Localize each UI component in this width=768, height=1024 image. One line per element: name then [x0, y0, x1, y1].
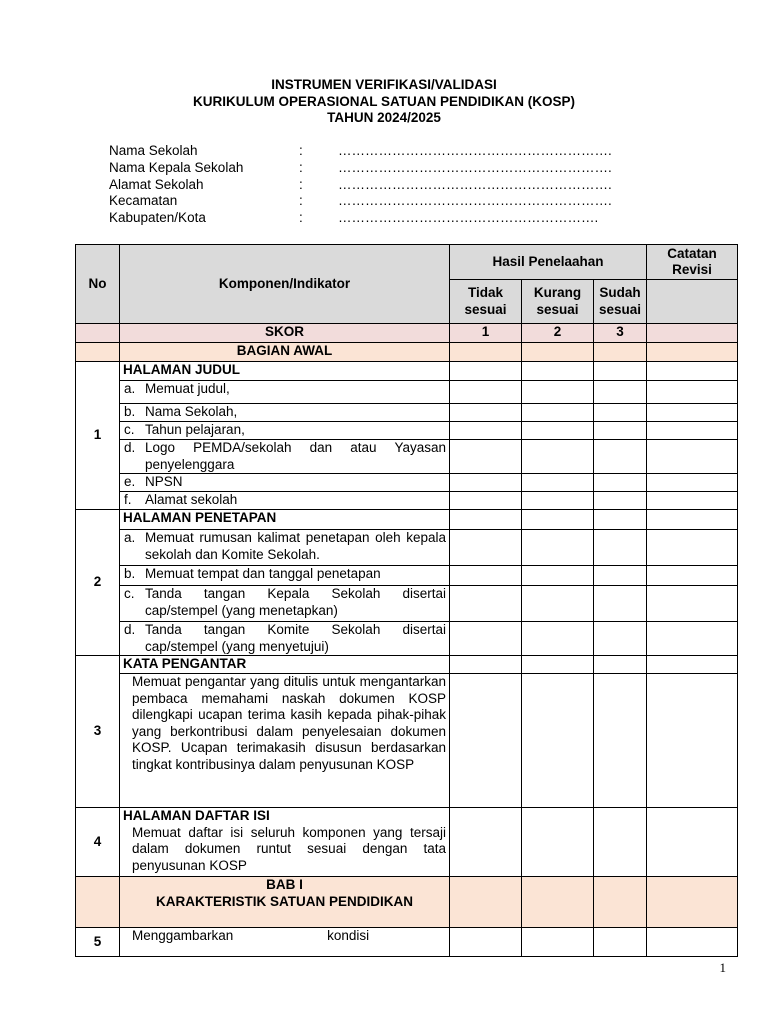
section-title: HALAMAN DAFTAR ISI — [120, 808, 450, 825]
check-cell[interactable] — [450, 362, 522, 381]
check-cell[interactable] — [594, 362, 647, 381]
catatan-cell[interactable] — [647, 530, 738, 566]
bab-cell — [450, 877, 522, 928]
bagian-cell — [594, 343, 647, 362]
bab-number: BAB I — [266, 877, 303, 892]
row-number: 1 — [76, 362, 120, 510]
indicator-paragraph: Menggambarkan kondisi — [120, 928, 450, 957]
catatan-cell[interactable] — [647, 422, 738, 440]
check-cell[interactable] — [522, 566, 594, 586]
indicator-item: a. Memuat judul, — [120, 381, 450, 404]
table-row — [76, 492, 738, 510]
check-cell[interactable] — [522, 404, 594, 422]
col-header-no: No — [76, 245, 120, 324]
check-cell[interactable] — [594, 656, 647, 674]
check-cell[interactable] — [522, 674, 594, 808]
section-title: HALAMAN PENETAPAN — [120, 510, 450, 530]
section-title: KATA PENGANTAR — [120, 656, 450, 674]
col-header-catatan-empty — [647, 280, 738, 324]
bab-name: KARAKTERISTIK SATUAN PENDIDIKAN — [155, 893, 413, 909]
catatan-cell[interactable] — [647, 474, 738, 492]
check-cell[interactable] — [450, 422, 522, 440]
skor-1: 1 — [450, 324, 522, 343]
catatan-cell[interactable] — [647, 440, 738, 474]
catatan-cell[interactable] — [647, 622, 738, 656]
indicator-item: e. NPSN — [120, 474, 450, 492]
check-cell[interactable] — [594, 530, 647, 566]
check-cell[interactable] — [594, 808, 647, 877]
indicator-item: c. Tanda tangan Kepala Sekolah disertai cap/stempel (yang menetapkan) — [120, 586, 450, 622]
catatan-cell[interactable] — [647, 586, 738, 622]
check-cell[interactable] — [450, 928, 522, 957]
skor-2: 2 — [522, 324, 594, 343]
bab-title — [120, 877, 450, 928]
check-cell[interactable] — [450, 381, 522, 404]
table-row — [76, 656, 738, 674]
check-cell[interactable] — [594, 622, 647, 656]
indicator-paragraph: Memuat pengantar yang ditulis untuk mengantarkan pembaca memahami naskah dokumen KOSP dilengkapi ucapan terima kasih kepada pihak-pihak yang berkontribusi dalam penyelesaian dokumen KOSP. Ucapan terimakasih disusun berdasarkan tingkat kontribusinya dalam penyusunan KOSP — [120, 674, 450, 808]
check-cell[interactable] — [522, 928, 594, 957]
bagian-no-cell — [76, 343, 120, 362]
bagian-cell — [647, 343, 738, 362]
check-cell[interactable] — [522, 656, 594, 674]
check-cell[interactable] — [594, 474, 647, 492]
check-cell[interactable] — [450, 510, 522, 530]
skor-catatan-cell — [647, 324, 738, 343]
check-cell[interactable] — [450, 586, 522, 622]
check-cell[interactable] — [594, 586, 647, 622]
catatan-cell[interactable] — [647, 808, 738, 877]
table-row — [76, 530, 738, 566]
table-row — [76, 362, 738, 381]
catatan-cell[interactable] — [647, 510, 738, 530]
table-row — [76, 510, 738, 530]
info-label: Nama Sekolah — [109, 143, 198, 158]
check-cell[interactable] — [450, 440, 522, 474]
row-number: 3 — [76, 656, 120, 808]
info-row-nama-sekolah — [109, 143, 669, 160]
row-number: 4 — [76, 808, 120, 877]
bab-no-cell — [76, 877, 120, 928]
skor-row — [76, 324, 738, 343]
check-cell[interactable] — [450, 622, 522, 656]
doc-title-line3: TAHUN 2024/2025 — [327, 110, 441, 125]
page-number: 1 — [719, 960, 726, 975]
check-cell[interactable] — [522, 381, 594, 404]
info-fill-line: …………………………………………………. — [338, 210, 599, 226]
bagian-awal-label: BAGIAN AWAL — [120, 343, 450, 362]
catatan-cell[interactable] — [647, 566, 738, 586]
indicator-item: a. Memuat rumusan kalimat penetapan oleh kepala sekolah dan Komite Sekolah. — [120, 530, 450, 566]
doc-title-line2: KURIKULUM OPERASIONAL SATUAN PENDIDIKAN (KOSP) — [192, 94, 575, 109]
info-colon: : — [299, 176, 303, 192]
check-cell[interactable] — [522, 362, 594, 381]
indicator-item: d. Tanda tangan Komite Sekolah disertai cap/stempel (yang menyetujui) — [120, 622, 450, 656]
indicator-item: d. Logo PEMDA/sekolah dan atau Yayasan penyelenggara — [120, 440, 450, 474]
info-fill-line: ……………………………………………………. — [338, 176, 612, 192]
bab-row — [76, 877, 738, 928]
skor-no-cell — [76, 324, 120, 343]
check-cell[interactable] — [594, 492, 647, 510]
info-colon: : — [299, 193, 303, 209]
check-cell[interactable] — [522, 530, 594, 566]
col-header-sudah: Sudah sesuai — [594, 280, 647, 324]
info-colon: : — [299, 143, 303, 158]
indicator-paragraph: Memuat daftar isi seluruh komponen yang tersaji dalam dokumen runtut sesuai dengan tata penyusunan KOSP — [120, 825, 450, 877]
check-cell[interactable] — [522, 510, 594, 530]
info-label: Alamat Sekolah — [109, 176, 204, 192]
check-cell[interactable] — [594, 404, 647, 422]
info-label: Nama Kepala Sekolah — [109, 159, 244, 175]
verification-table — [75, 244, 738, 957]
table-row — [76, 622, 738, 656]
check-cell[interactable] — [594, 928, 647, 957]
table-row — [76, 381, 738, 404]
catatan-cell[interactable] — [647, 404, 738, 422]
table-row — [76, 440, 738, 474]
info-fill-line: ……………………………………………………. — [338, 159, 612, 175]
catatan-cell[interactable] — [647, 674, 738, 808]
check-cell[interactable] — [522, 586, 594, 622]
col-header-komponen: Komponen/Indikator — [120, 245, 450, 324]
check-cell[interactable] — [450, 530, 522, 566]
check-cell[interactable] — [450, 474, 522, 492]
doc-title-line1: INSTRUMEN VERIFIKASI/VALIDASI — [271, 77, 497, 92]
check-cell[interactable] — [450, 404, 522, 422]
check-cell[interactable] — [450, 674, 522, 808]
bagian-cell — [450, 343, 522, 362]
col-header-kurang: Kurang sesuai — [522, 280, 594, 324]
catatan-cell[interactable] — [647, 381, 738, 404]
row-number: 2 — [76, 510, 120, 656]
info-colon: : — [299, 210, 303, 226]
check-cell[interactable] — [522, 808, 594, 877]
check-cell[interactable] — [522, 440, 594, 474]
school-info-block — [109, 143, 669, 227]
info-colon: : — [299, 159, 303, 175]
info-row-kecamatan — [109, 193, 669, 210]
catatan-cell[interactable] — [647, 492, 738, 510]
check-cell[interactable] — [594, 510, 647, 530]
skor-3: 3 — [594, 324, 647, 343]
table-row — [76, 674, 738, 808]
check-cell[interactable] — [594, 422, 647, 440]
check-cell[interactable] — [594, 440, 647, 474]
bab-cell — [594, 877, 647, 928]
check-cell[interactable] — [450, 492, 522, 510]
col-header-tidak: Tidak sesuai — [450, 280, 522, 324]
indicator-item: b. Nama Sekolah, — [120, 404, 450, 422]
check-cell[interactable] — [450, 808, 522, 877]
info-row-kabupaten — [109, 210, 669, 227]
check-cell[interactable] — [522, 422, 594, 440]
bab-cell — [647, 877, 738, 928]
row-number: 5 — [76, 928, 120, 957]
indicator-item: c. Tahun pelajaran, — [120, 422, 450, 440]
bab-cell — [522, 877, 594, 928]
bagian-cell — [522, 343, 594, 362]
info-row-kepala-sekolah — [109, 160, 669, 177]
col-header-catatan: Catatan Revisi — [647, 245, 738, 280]
col-header-hasil: Hasil Penelaahan — [450, 245, 647, 280]
catatan-cell[interactable] — [647, 928, 738, 957]
check-cell[interactable] — [450, 656, 522, 674]
table-row — [76, 422, 738, 440]
catatan-cell[interactable] — [647, 362, 738, 381]
indicator-item: b. Memuat tempat dan tanggal penetapan — [120, 566, 450, 586]
indicator-item: f. Alamat sekolah — [120, 492, 450, 510]
check-cell[interactable] — [522, 474, 594, 492]
check-cell[interactable] — [522, 622, 594, 656]
catatan-cell[interactable] — [647, 656, 738, 674]
info-row-alamat — [109, 177, 669, 194]
table-row — [76, 566, 738, 586]
info-fill-line: ……………………………………………………. — [338, 143, 612, 158]
check-cell[interactable] — [450, 566, 522, 586]
check-cell[interactable] — [522, 492, 594, 510]
header-row-1 — [76, 245, 738, 280]
info-fill-line: ……………………………………………………. — [338, 193, 612, 209]
table-row — [76, 474, 738, 492]
section-title: HALAMAN JUDUL — [120, 362, 450, 381]
bagian-awal-row — [76, 343, 738, 362]
table-row — [76, 586, 738, 622]
check-cell[interactable] — [594, 381, 647, 404]
table-row — [76, 808, 738, 825]
info-label: Kabupaten/Kota — [109, 210, 206, 226]
table-row — [76, 928, 738, 957]
info-label: Kecamatan — [109, 193, 178, 209]
table-row — [76, 404, 738, 422]
skor-label: SKOR — [120, 324, 450, 343]
check-cell[interactable] — [594, 674, 647, 808]
check-cell[interactable] — [594, 566, 647, 586]
